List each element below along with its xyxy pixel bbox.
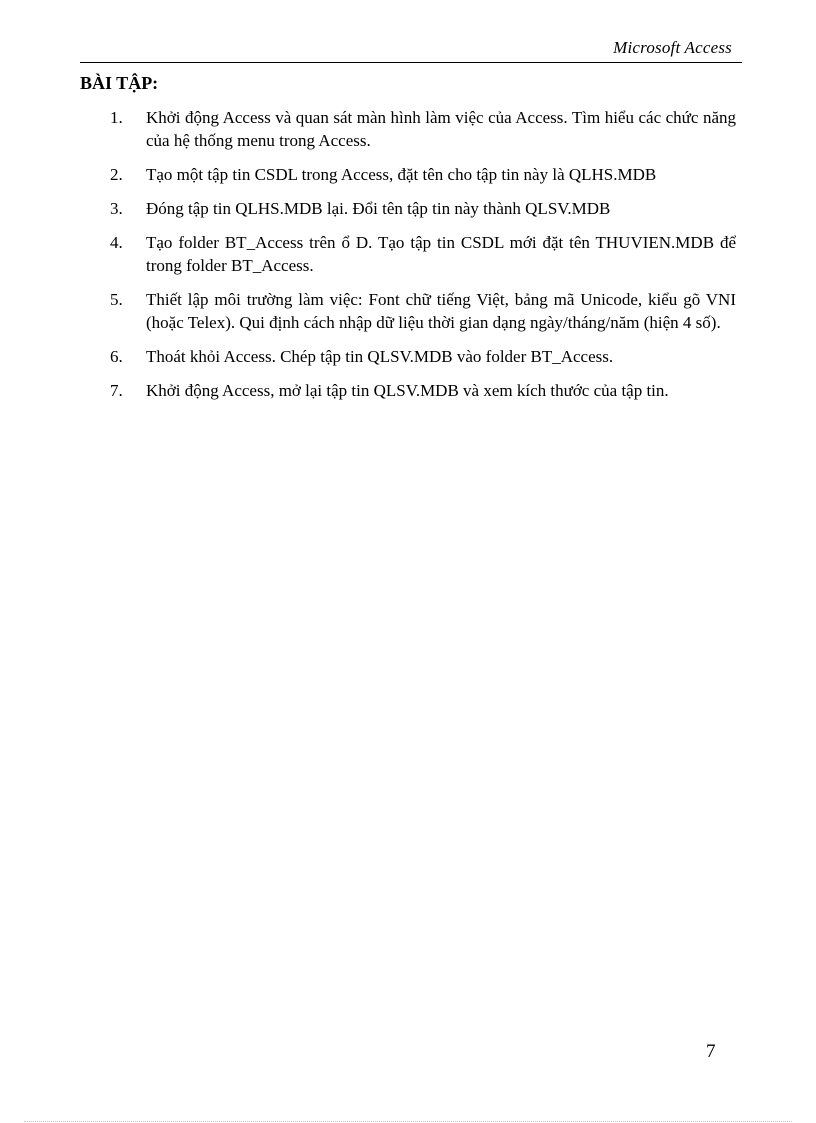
section-heading: BÀI TẬP: <box>80 73 159 93</box>
exercise-item-7 <box>110 379 736 402</box>
exercise-item-6 <box>110 345 736 368</box>
exercise-text: Khởi động Access, mở lại tập tin QLSV.MDB và xem kích thước của tập tin. <box>146 381 669 400</box>
exercise-number: 2. <box>110 165 123 184</box>
page-number: 7 <box>706 1041 716 1062</box>
exercise-text: Khởi động Access và quan sát màn hình làm việc của Access. Tìm hiểu các chức năng của hệ thống menu trong Access. <box>146 108 736 150</box>
exercise-text: Đóng tập tin QLHS.MDB lại. Đổi tên tập tin này thành QLSV.MDB <box>146 199 611 218</box>
exercise-number: 3. <box>110 199 123 218</box>
exercise-item-1 <box>110 106 736 152</box>
exercise-number: 5. <box>110 290 123 309</box>
running-header-title: Microsoft Access <box>613 38 732 57</box>
exercise-number: 4. <box>110 233 123 252</box>
exercise-item-5 <box>110 288 736 334</box>
exercise-number: 7. <box>110 381 123 400</box>
exercise-number: 6. <box>110 347 123 366</box>
exercise-text: Tạo một tập tin CSDL trong Access, đặt tên cho tập tin này là QLHS.MDB <box>146 165 657 184</box>
page-bottom-border <box>24 1121 792 1122</box>
exercise-text: Thoát khỏi Access. Chép tập tin QLSV.MDB vào folder BT_Access. <box>146 347 614 366</box>
exercise-text: Tạo folder BT_Access trên ổ D. Tạo tập tin CSDL mới đặt tên THUVIEN.MDB để trong folder BT_Access. <box>146 233 736 275</box>
exercise-text: Thiết lập môi trường làm việc: Font chữ tiếng Việt, bảng mã Unicode, kiểu gõ VNI (hoặc Telex). Qui định cách nhập dữ liệu thời gian dạng ngày/tháng/năm (hiện 4 số). <box>146 290 736 332</box>
exercise-item-2 <box>110 163 736 186</box>
header-divider <box>80 62 742 63</box>
exercise-item-3 <box>110 197 736 220</box>
exercise-number: 1. <box>110 108 123 127</box>
exercise-list <box>110 106 736 413</box>
exercise-item-4 <box>110 231 736 277</box>
